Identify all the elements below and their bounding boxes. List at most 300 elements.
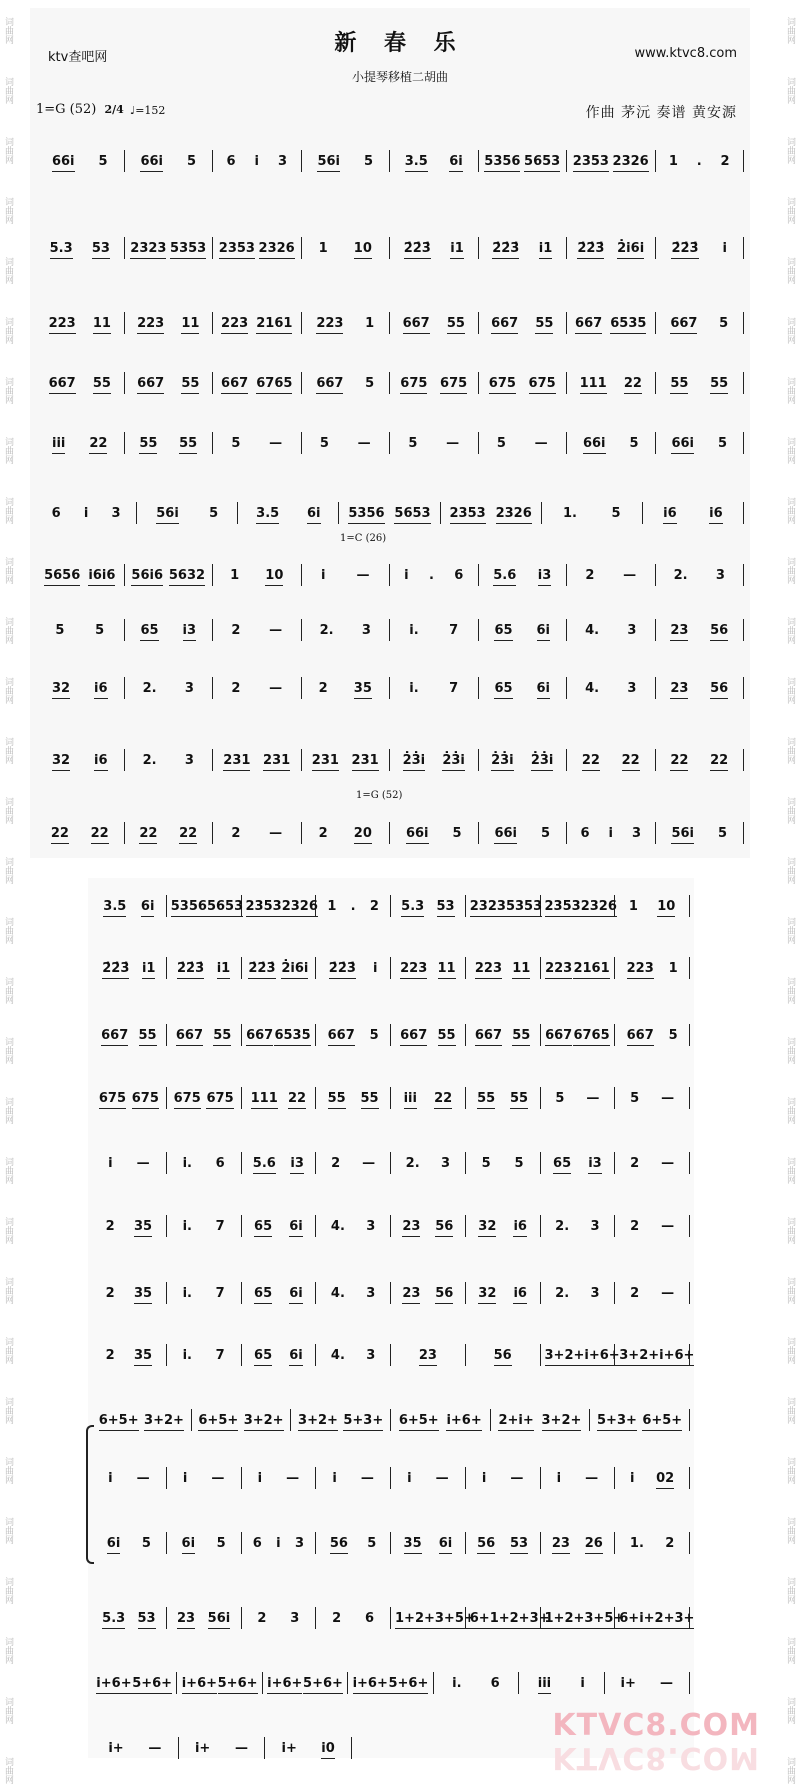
note-group: 5356 bbox=[348, 505, 385, 521]
measure bbox=[605, 1672, 690, 1694]
note-group: — bbox=[136, 1470, 150, 1486]
measure bbox=[615, 895, 690, 917]
note-group: 675 bbox=[440, 375, 468, 391]
note-group: 111 bbox=[579, 375, 607, 391]
measure bbox=[656, 619, 745, 641]
note-group: 65 bbox=[254, 1347, 273, 1363]
note-group: 5.6 bbox=[252, 1155, 276, 1171]
note-group: 2 bbox=[630, 1218, 640, 1234]
note-group: 5 bbox=[231, 435, 241, 451]
note-group: i bbox=[332, 1470, 337, 1486]
note-group: 5 bbox=[216, 1535, 226, 1551]
measure bbox=[391, 1087, 466, 1109]
measure bbox=[615, 1087, 690, 1109]
measure bbox=[479, 822, 568, 844]
note-group: 5 bbox=[630, 1090, 640, 1106]
note-group: 11 bbox=[512, 960, 531, 976]
note-group: 6i bbox=[140, 898, 155, 914]
score-system bbox=[36, 235, 744, 261]
measure bbox=[656, 749, 745, 771]
site-logo: KTVC8.COM bbox=[552, 1708, 760, 1743]
measure bbox=[316, 895, 391, 917]
note-group: 2353 bbox=[449, 505, 486, 521]
watermark-text: 词曲网 bbox=[785, 1456, 795, 1484]
note-group: 2326 bbox=[281, 898, 318, 914]
measure bbox=[466, 1282, 541, 1304]
measure bbox=[391, 1024, 466, 1046]
note-group: — bbox=[661, 1090, 675, 1106]
note-group: 3+5+ bbox=[584, 1610, 625, 1626]
watermark-text: 词曲网 bbox=[3, 16, 13, 44]
note-group: 55 bbox=[327, 1090, 346, 1106]
watermark-text: 词曲网 bbox=[3, 1636, 13, 1664]
measure bbox=[615, 1152, 690, 1174]
watermark-text: 词曲网 bbox=[785, 136, 795, 164]
note-group: i+6+ bbox=[181, 1675, 218, 1691]
measure bbox=[466, 1532, 541, 1554]
measure bbox=[242, 1024, 317, 1046]
measure bbox=[36, 237, 125, 259]
note-group: — bbox=[586, 1090, 600, 1106]
note-group: 231 bbox=[223, 752, 251, 768]
note-group: 7 bbox=[215, 1347, 225, 1363]
measure bbox=[656, 432, 745, 454]
measure bbox=[125, 564, 214, 586]
note-group: 1 bbox=[668, 153, 678, 169]
measure bbox=[167, 1024, 242, 1046]
note-group: i bbox=[254, 153, 259, 169]
note-group: 35 bbox=[133, 1347, 153, 1363]
note-group: 56 bbox=[435, 1218, 454, 1234]
measure bbox=[213, 432, 302, 454]
note-group: i+6+ bbox=[267, 1675, 303, 1691]
measure bbox=[36, 749, 125, 771]
watermark-text: 词曲网 bbox=[3, 736, 13, 764]
measure bbox=[391, 1532, 466, 1554]
score-system bbox=[36, 617, 744, 643]
score-system bbox=[92, 955, 690, 981]
note-group: 667 bbox=[545, 1027, 573, 1043]
watermark-text: 词曲网 bbox=[3, 616, 13, 644]
note-group: i3 bbox=[537, 567, 552, 583]
note-group: 2̇2̇3̇ bbox=[577, 240, 605, 256]
measure bbox=[466, 1087, 541, 1109]
note-group: 5+6+ bbox=[388, 1675, 429, 1691]
watermark-text: 词曲网 bbox=[785, 1096, 795, 1124]
note-group: 3.5 bbox=[103, 898, 127, 914]
watermark-text: 词曲网 bbox=[3, 1336, 13, 1364]
note-group: 2323 bbox=[130, 240, 167, 256]
note-group: 5 bbox=[95, 622, 105, 638]
measure bbox=[567, 619, 656, 641]
watermark-text: 词曲网 bbox=[3, 856, 13, 884]
note-group: 11 bbox=[437, 960, 456, 976]
measure bbox=[479, 749, 568, 771]
note-group: 1 bbox=[318, 240, 328, 256]
measure bbox=[390, 150, 479, 172]
measure bbox=[213, 822, 302, 844]
measure bbox=[541, 1344, 620, 1366]
note-group: 4. bbox=[330, 1218, 345, 1234]
measure bbox=[491, 1409, 591, 1431]
note-group: 2. bbox=[555, 1218, 570, 1234]
note-group: 667 bbox=[575, 315, 603, 331]
measure bbox=[167, 1152, 242, 1174]
note-group: 6 bbox=[215, 1155, 225, 1171]
note-group: 223 bbox=[48, 315, 76, 331]
score-system bbox=[92, 1605, 695, 1631]
note-group: 3+2+ bbox=[541, 1412, 582, 1428]
note-group: 3+2+ bbox=[544, 1347, 585, 1363]
note-group: 2 bbox=[630, 1155, 640, 1171]
note-group: i6 bbox=[513, 1218, 527, 1234]
note-group: i bbox=[407, 1470, 412, 1486]
note-group: 5 bbox=[717, 435, 728, 451]
watermark-text: 词曲网 bbox=[3, 796, 13, 824]
score-system bbox=[92, 1670, 690, 1696]
watermark-text: 词曲网 bbox=[785, 256, 795, 284]
measure bbox=[302, 432, 391, 454]
note-group: 2161 bbox=[573, 960, 610, 976]
note-group: 3 bbox=[366, 1347, 376, 1363]
measure bbox=[125, 432, 214, 454]
measure bbox=[302, 150, 391, 172]
measure bbox=[242, 1607, 317, 1629]
score-system bbox=[36, 675, 744, 701]
measure bbox=[541, 1467, 616, 1489]
measure bbox=[656, 822, 745, 844]
note-group: 55 bbox=[670, 375, 689, 391]
measure bbox=[167, 895, 242, 917]
measure bbox=[441, 502, 542, 524]
note-group: 667 bbox=[670, 315, 698, 331]
watermark-text: 词曲网 bbox=[3, 1036, 13, 1064]
note-group: 56 bbox=[435, 1285, 454, 1301]
note-group: 6+1+ bbox=[469, 1610, 510, 1626]
note-group: 2 bbox=[630, 1285, 640, 1301]
note-group: 5 bbox=[717, 825, 728, 841]
watermark-text: 词曲网 bbox=[785, 496, 795, 524]
measure bbox=[167, 1467, 242, 1489]
note-group: 32 bbox=[51, 680, 71, 696]
note-group: 11 bbox=[92, 315, 111, 331]
score-system bbox=[36, 370, 744, 396]
measure bbox=[479, 312, 568, 334]
note-group: 35 bbox=[353, 680, 372, 696]
note-group: 10 bbox=[353, 240, 372, 256]
measure bbox=[541, 1282, 616, 1304]
note-group: 2. bbox=[405, 1155, 420, 1171]
note-group: 2 bbox=[331, 1155, 341, 1171]
watermark-text: 词曲网 bbox=[3, 1456, 13, 1484]
measure bbox=[167, 957, 242, 979]
note-group: 5.6 bbox=[493, 567, 517, 583]
site-url[interactable]: www.ktvc8.com bbox=[634, 46, 737, 61]
watermark-text: 词曲网 bbox=[785, 736, 795, 764]
measure bbox=[479, 619, 568, 641]
watermark-text: 词曲网 bbox=[785, 916, 795, 944]
measure bbox=[167, 1607, 242, 1629]
measure bbox=[265, 1737, 352, 1759]
measure bbox=[92, 1532, 167, 1554]
note-group: 7 bbox=[449, 622, 459, 638]
note-group: 55 bbox=[477, 1090, 496, 1106]
note-group: — bbox=[357, 435, 371, 451]
note-group: 1. bbox=[562, 505, 577, 521]
note-group: 2 bbox=[105, 1347, 115, 1363]
note-group: 2 bbox=[665, 1535, 675, 1551]
note-group: 22 bbox=[621, 752, 640, 768]
note-group: 3 bbox=[590, 1218, 600, 1234]
note-group: — bbox=[360, 1470, 374, 1486]
note-group: 22 bbox=[670, 752, 689, 768]
watermark-text: 词曲网 bbox=[785, 556, 795, 584]
note-group: 2 bbox=[318, 680, 328, 696]
watermark-text: 词曲网 bbox=[785, 1216, 795, 1244]
note-group: 66i bbox=[494, 825, 518, 841]
note-group: 4. bbox=[585, 622, 600, 638]
measure bbox=[348, 1672, 433, 1694]
note-group: 55 bbox=[179, 435, 198, 451]
note-group: 23 bbox=[670, 622, 689, 638]
note-group: 5 bbox=[365, 375, 375, 391]
measure bbox=[36, 372, 125, 394]
note-group: 56 bbox=[329, 1535, 348, 1551]
measure bbox=[643, 502, 744, 524]
key-signature bbox=[36, 102, 124, 117]
note-group: — bbox=[510, 1470, 524, 1486]
measure bbox=[242, 957, 317, 979]
watermark-text: 词曲网 bbox=[785, 316, 795, 344]
score-system bbox=[92, 1342, 695, 1368]
note-group: iii bbox=[403, 1090, 417, 1106]
note-group: 6i bbox=[181, 1535, 196, 1551]
measure bbox=[390, 432, 479, 454]
measure bbox=[92, 1152, 167, 1174]
watermark-text: 词曲网 bbox=[3, 196, 13, 224]
measure bbox=[479, 237, 568, 259]
note-group: — bbox=[148, 1740, 162, 1756]
note-group: 2. bbox=[673, 567, 688, 583]
measure bbox=[390, 372, 479, 394]
note-group: 3 bbox=[111, 505, 121, 521]
note-group: 55 bbox=[437, 1027, 456, 1043]
note-group: 2353 bbox=[218, 240, 255, 256]
measure bbox=[656, 312, 745, 334]
note-group: 02 bbox=[656, 1470, 675, 1486]
note-group: 667 bbox=[327, 1027, 355, 1043]
measure bbox=[567, 312, 656, 334]
measure bbox=[316, 1215, 391, 1237]
note-group: — bbox=[211, 1470, 225, 1486]
note-group: — bbox=[446, 435, 460, 451]
note-group: 5 bbox=[408, 435, 418, 451]
note-group: 667 bbox=[474, 1027, 503, 1043]
score-system bbox=[36, 148, 744, 174]
measure bbox=[242, 1532, 317, 1554]
note-group: 1+2+ bbox=[395, 1610, 435, 1626]
measure bbox=[615, 1607, 695, 1629]
note-group: 6i bbox=[289, 1285, 303, 1301]
note-group: i bbox=[404, 567, 409, 583]
note-group: 3 bbox=[366, 1218, 376, 1234]
score-system bbox=[36, 820, 744, 846]
score-title: 新 春 乐 bbox=[334, 30, 466, 56]
measure bbox=[479, 150, 568, 172]
note-group: 6i bbox=[289, 1347, 303, 1363]
note-group: — bbox=[362, 1155, 376, 1171]
note-group: 6 bbox=[365, 1610, 375, 1626]
note-group: 667 bbox=[101, 1027, 129, 1043]
note-group: 56i bbox=[671, 825, 695, 841]
note-group: 2 bbox=[585, 567, 595, 583]
measure bbox=[242, 1282, 317, 1304]
measure bbox=[541, 1215, 616, 1237]
measure bbox=[36, 502, 137, 524]
note-group: 5 bbox=[186, 153, 197, 169]
note-group: 6 bbox=[580, 825, 590, 841]
note-group: 23 bbox=[402, 1218, 421, 1234]
note-group: — bbox=[623, 567, 637, 583]
note-group: 5+6+ bbox=[303, 1675, 343, 1691]
measure bbox=[391, 1467, 466, 1489]
note-group: i3 bbox=[588, 1155, 602, 1171]
note-group: 65 bbox=[254, 1218, 273, 1234]
measure bbox=[466, 1215, 541, 1237]
note-group: 3 bbox=[631, 825, 641, 841]
measure bbox=[466, 957, 541, 979]
note-group: 65 bbox=[140, 622, 159, 638]
note-group: 6i bbox=[536, 622, 551, 638]
measure bbox=[390, 677, 479, 699]
note-group: 675 bbox=[173, 1090, 201, 1106]
measure bbox=[656, 372, 745, 394]
note-group: i+ bbox=[194, 1740, 211, 1756]
note-group: 2 bbox=[369, 898, 379, 914]
note-group: iii bbox=[52, 435, 66, 451]
watermark-text: 词曲网 bbox=[3, 316, 13, 344]
note-group: 23 bbox=[670, 680, 689, 696]
score-system bbox=[36, 562, 744, 588]
measure bbox=[391, 1607, 475, 1629]
note-group: 6+5+ bbox=[398, 1412, 439, 1428]
measure bbox=[316, 1024, 391, 1046]
note-group: 667 bbox=[626, 1027, 654, 1043]
watermark-text: 词曲网 bbox=[3, 1696, 13, 1724]
note-group: 231 bbox=[263, 752, 291, 768]
note-group: 675 bbox=[131, 1090, 159, 1106]
note-group: 6+i+ bbox=[619, 1610, 655, 1626]
watermark-text: 词曲网 bbox=[3, 1156, 13, 1184]
note-group: — bbox=[534, 435, 548, 451]
note-group: 2. bbox=[142, 752, 157, 768]
measure bbox=[167, 1087, 242, 1109]
measure bbox=[125, 150, 214, 172]
measure bbox=[238, 502, 339, 524]
note-group: 5 bbox=[98, 153, 108, 169]
measure bbox=[390, 237, 479, 259]
note-group: i6 bbox=[709, 505, 723, 521]
note-group: 65 bbox=[254, 1285, 273, 1301]
measure bbox=[263, 1672, 348, 1694]
note-group: iii bbox=[537, 1675, 552, 1691]
note-group: 3 bbox=[277, 153, 287, 169]
note-group: i1 bbox=[538, 240, 553, 256]
note-group: 1 bbox=[327, 898, 337, 914]
note-group: 5 bbox=[141, 1535, 151, 1551]
note-group: 5653 bbox=[524, 153, 561, 169]
measure bbox=[479, 432, 568, 454]
watermark-text: 词曲网 bbox=[785, 436, 795, 464]
watermark-text: 词曲网 bbox=[3, 1516, 13, 1544]
note-group: 55 bbox=[446, 315, 465, 331]
note-group: 66i bbox=[405, 825, 429, 841]
note-group: 1 bbox=[668, 960, 678, 976]
watermark-text: 词曲网 bbox=[785, 1756, 795, 1784]
measure bbox=[316, 1532, 391, 1554]
note-group: 5 bbox=[514, 1155, 524, 1171]
measure bbox=[541, 1152, 616, 1174]
watermark-text: 词曲网 bbox=[3, 676, 13, 704]
measure bbox=[466, 1467, 541, 1489]
note-group: 3+2+ bbox=[243, 1412, 284, 1428]
watermark-text: 词曲网 bbox=[785, 1396, 795, 1424]
measure bbox=[466, 1152, 541, 1174]
note-group: — bbox=[356, 567, 370, 583]
note-group: 2326 bbox=[612, 153, 649, 169]
note-group: 5653 bbox=[206, 898, 244, 914]
measure bbox=[590, 1409, 690, 1431]
note-group: 10 bbox=[657, 898, 676, 914]
note-group: 53 bbox=[436, 898, 455, 914]
note-group: 6i bbox=[449, 153, 463, 169]
measure bbox=[541, 1024, 616, 1046]
note-group: 5+6+ bbox=[217, 1675, 258, 1691]
note-group: 675 bbox=[400, 375, 428, 391]
site-name-left[interactable]: ktv查吧网 bbox=[48, 50, 108, 65]
watermark-text: 词曲网 bbox=[3, 1576, 13, 1604]
watermark-column-left bbox=[2, 0, 16, 1785]
note-group: 3 bbox=[590, 1285, 600, 1301]
watermark-text: 词曲网 bbox=[3, 1096, 13, 1124]
note-group: i bbox=[580, 1675, 585, 1691]
measure bbox=[567, 822, 656, 844]
measure bbox=[36, 312, 125, 334]
note-group: 5632 bbox=[168, 567, 206, 583]
key-change-g: 1=G (52) bbox=[356, 790, 403, 801]
measure bbox=[390, 564, 479, 586]
measure bbox=[615, 1024, 690, 1046]
note-group: 3 bbox=[366, 1285, 376, 1301]
note-group: 223 bbox=[626, 960, 654, 976]
note-group: 5 bbox=[629, 435, 639, 451]
note-group: 111 bbox=[250, 1090, 278, 1106]
watermark-text: 词曲网 bbox=[3, 1756, 13, 1784]
note-group: 11 bbox=[181, 315, 200, 331]
note-group: 2 bbox=[257, 1610, 267, 1626]
score-system bbox=[36, 747, 744, 773]
note-group: 2 bbox=[105, 1218, 115, 1234]
note-group: 3 bbox=[184, 680, 194, 696]
note-group: 2326 bbox=[258, 240, 295, 256]
note-group: 6 bbox=[252, 1535, 262, 1551]
note-group: 2̇3̇i bbox=[402, 752, 426, 768]
measure bbox=[519, 1672, 604, 1694]
measure bbox=[242, 1215, 317, 1237]
note-group: 223 bbox=[474, 960, 503, 976]
note-group: 7 bbox=[215, 1218, 225, 1234]
watermark-text: 词曲网 bbox=[785, 16, 795, 44]
